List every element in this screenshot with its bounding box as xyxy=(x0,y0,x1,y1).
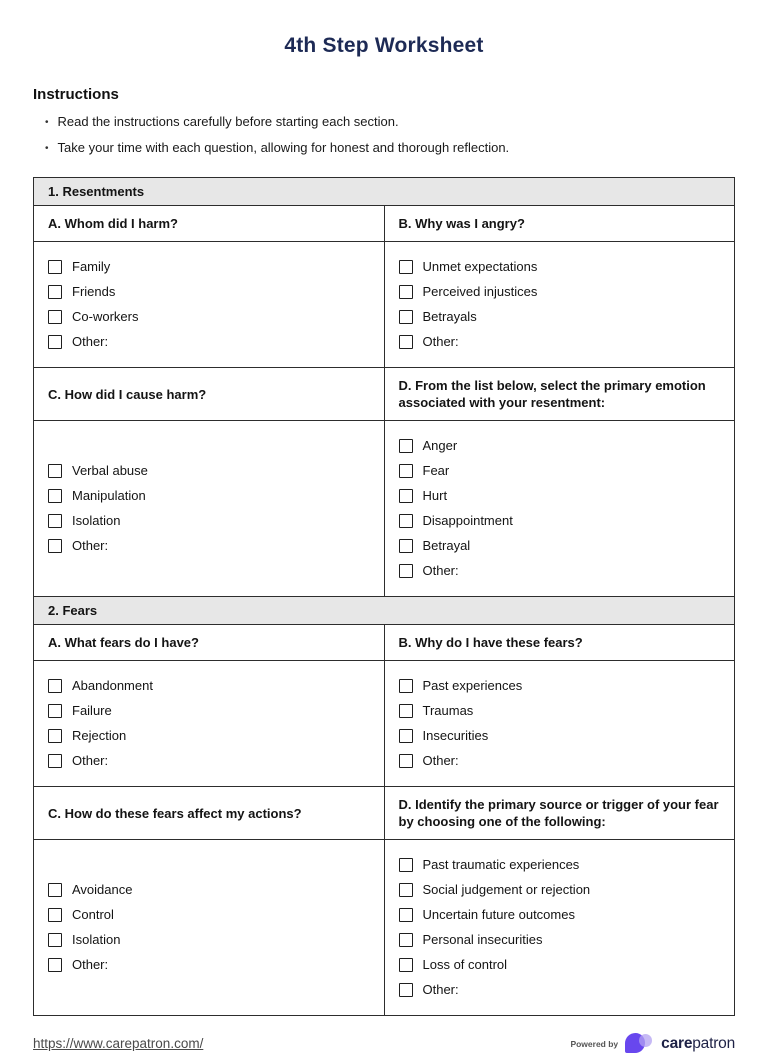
section-header: 1. Resentments xyxy=(34,178,735,206)
checkbox[interactable] xyxy=(48,704,62,718)
checkbox-option[interactable] xyxy=(48,905,370,925)
option-label: Other: xyxy=(72,753,109,768)
checkbox[interactable] xyxy=(48,958,62,972)
checkbox-option[interactable] xyxy=(399,282,721,302)
checkbox[interactable] xyxy=(399,908,413,922)
checkbox-option[interactable] xyxy=(48,332,370,352)
checkbox-option[interactable] xyxy=(48,511,370,531)
option-label: Failure xyxy=(72,703,112,718)
checkbox-option[interactable] xyxy=(48,461,370,481)
checkbox-option[interactable] xyxy=(48,930,370,950)
question-cell: A. What fears do I have? xyxy=(34,625,385,661)
section-header: 2. Fears xyxy=(34,597,735,625)
checkbox[interactable] xyxy=(399,285,413,299)
checkbox-option[interactable] xyxy=(48,307,370,327)
checkbox[interactable] xyxy=(48,489,62,503)
footer-link[interactable]: https://www.carepatron.com/ xyxy=(33,1036,204,1051)
option-label: Control xyxy=(72,907,114,922)
options-cell xyxy=(34,421,385,597)
checkbox-option[interactable] xyxy=(399,701,721,721)
checkbox-option[interactable] xyxy=(48,880,370,900)
question-cell: C. How do these fears affect my actions? xyxy=(34,787,385,840)
option-label: Other: xyxy=(72,957,109,972)
checkbox[interactable] xyxy=(48,514,62,528)
checkbox[interactable] xyxy=(399,260,413,274)
checkbox-option[interactable] xyxy=(399,855,721,875)
worksheet-table xyxy=(33,177,735,1016)
option-label: Traumas xyxy=(422,703,474,718)
carepatron-logo-icon xyxy=(625,1032,654,1055)
instructions-heading: Instructions xyxy=(33,86,119,103)
checkbox[interactable] xyxy=(399,514,413,528)
options-cell xyxy=(384,242,735,368)
option-label: Abandonment xyxy=(72,678,153,693)
checkbox-option[interactable] xyxy=(48,676,370,696)
checkbox-option[interactable] xyxy=(48,257,370,277)
options-cell xyxy=(384,421,735,597)
question-cell: D. Identify the primary source or trigger of your fear by choosing one of the following: xyxy=(384,787,735,840)
checkbox-option[interactable] xyxy=(399,307,721,327)
checkbox-option[interactable] xyxy=(399,751,721,771)
instruction-item: • Read the instructions carefully before starting each section. xyxy=(45,114,735,129)
checkbox-option[interactable] xyxy=(399,955,721,975)
question-cell: D. From the list below, select the primary emotion associated with your resentment: xyxy=(384,368,735,421)
checkbox-option[interactable] xyxy=(48,282,370,302)
checkbox[interactable] xyxy=(48,679,62,693)
footer xyxy=(33,1032,735,1055)
checkbox-option[interactable] xyxy=(48,726,370,746)
option-label: Co-workers xyxy=(72,309,139,324)
brand-bold-text: care xyxy=(661,1034,693,1052)
option-label: Rejection xyxy=(72,728,127,743)
option-label: Disappointment xyxy=(422,513,513,528)
checkbox[interactable] xyxy=(399,439,413,453)
checkbox[interactable] xyxy=(399,704,413,718)
checkbox[interactable] xyxy=(48,335,62,349)
option-label: Isolation xyxy=(72,932,121,947)
option-label: Hurt xyxy=(422,488,448,503)
checkbox-option[interactable] xyxy=(399,511,721,531)
checkbox[interactable] xyxy=(399,933,413,947)
checkbox[interactable] xyxy=(48,310,62,324)
option-label: Anger xyxy=(422,438,458,453)
instructions-block xyxy=(33,86,735,155)
option-label: Betrayal xyxy=(422,538,471,553)
option-label: Isolation xyxy=(72,513,121,528)
checkbox-option[interactable] xyxy=(399,436,721,456)
option-label: Other: xyxy=(422,334,459,349)
checkbox-option[interactable] xyxy=(48,701,370,721)
checkbox[interactable] xyxy=(399,958,413,972)
checkbox[interactable] xyxy=(48,933,62,947)
checkbox[interactable] xyxy=(48,754,62,768)
question-cell: A. Whom did I harm? xyxy=(34,206,385,242)
question-cell: B. Why do I have these fears? xyxy=(384,625,735,661)
checkbox-option[interactable] xyxy=(399,930,721,950)
checkbox-option[interactable] xyxy=(48,486,370,506)
option-label: Social judgement or rejection xyxy=(422,882,591,897)
option-label: Verbal abuse xyxy=(72,463,148,478)
option-label: Other: xyxy=(72,538,109,553)
checkbox[interactable] xyxy=(399,335,413,349)
option-label: Other: xyxy=(422,982,459,997)
option-label: Insecurities xyxy=(422,728,489,743)
option-label: Other: xyxy=(422,753,459,768)
checkbox[interactable] xyxy=(399,310,413,324)
checkbox-option[interactable] xyxy=(399,880,721,900)
option-label: Other: xyxy=(422,563,459,578)
option-label: Other: xyxy=(72,334,109,349)
checkbox-option[interactable] xyxy=(399,980,721,1000)
checkbox[interactable] xyxy=(399,464,413,478)
option-label: Fear xyxy=(422,463,450,478)
options-cell xyxy=(384,661,735,787)
checkbox-option[interactable] xyxy=(48,955,370,975)
checkbox[interactable] xyxy=(399,489,413,503)
options-cell xyxy=(384,840,735,1016)
logo-circle-shape xyxy=(639,1034,652,1047)
checkbox[interactable] xyxy=(48,908,62,922)
checkbox[interactable] xyxy=(399,858,413,872)
carepatron-wordmark xyxy=(661,1035,735,1053)
checkbox[interactable] xyxy=(48,539,62,553)
option-label: Loss of control xyxy=(422,957,508,972)
options-cell xyxy=(34,661,385,787)
checkbox[interactable] xyxy=(399,754,413,768)
checkbox[interactable] xyxy=(399,883,413,897)
checkbox[interactable] xyxy=(48,260,62,274)
powered-by-block xyxy=(570,1032,735,1055)
checkbox[interactable] xyxy=(399,729,413,743)
instruction-item: • Take your time with each question, allowing for honest and thorough reflection. xyxy=(45,140,735,155)
checkbox-option[interactable] xyxy=(399,461,721,481)
option-label: Betrayals xyxy=(422,309,477,324)
checkbox[interactable] xyxy=(48,464,62,478)
option-label: Family xyxy=(72,259,111,274)
checkbox[interactable] xyxy=(48,883,62,897)
checkbox-option[interactable] xyxy=(399,332,721,352)
option-label: Past traumatic experiences xyxy=(422,857,580,872)
checkbox[interactable] xyxy=(399,983,413,997)
option-label: Perceived injustices xyxy=(422,284,538,299)
checkbox-option[interactable] xyxy=(48,751,370,771)
option-label: Past experiences xyxy=(422,678,523,693)
option-label: Avoidance xyxy=(72,882,133,897)
option-label: Personal insecurities xyxy=(422,932,543,947)
option-label: Friends xyxy=(72,284,116,299)
checkbox[interactable] xyxy=(48,285,62,299)
question-cell: C. How did I cause harm? xyxy=(34,368,385,421)
checkbox[interactable] xyxy=(399,679,413,693)
powered-by-label: Powered by xyxy=(570,1038,619,1049)
checkbox-option[interactable] xyxy=(399,726,721,746)
option-label: Uncertain future outcomes xyxy=(422,907,575,922)
page-title: 4th Step Worksheet xyxy=(284,34,484,57)
checkbox-option[interactable] xyxy=(399,257,721,277)
option-label: Manipulation xyxy=(72,488,146,503)
question-cell: B. Why was I angry? xyxy=(384,206,735,242)
checkbox[interactable] xyxy=(399,564,413,578)
option-label: Unmet expectations xyxy=(422,259,538,274)
checkbox-option[interactable] xyxy=(48,536,370,556)
checkbox[interactable] xyxy=(399,539,413,553)
checkbox-option[interactable] xyxy=(399,905,721,925)
checkbox-option[interactable] xyxy=(399,536,721,556)
options-cell xyxy=(34,242,385,368)
checkbox-option[interactable] xyxy=(399,486,721,506)
brand-regular-text: patron xyxy=(692,1034,735,1052)
checkbox-option[interactable] xyxy=(399,561,721,581)
instructions-list xyxy=(33,114,735,155)
checkbox[interactable] xyxy=(48,729,62,743)
options-cell xyxy=(34,840,385,1016)
checkbox-option[interactable] xyxy=(399,676,721,696)
